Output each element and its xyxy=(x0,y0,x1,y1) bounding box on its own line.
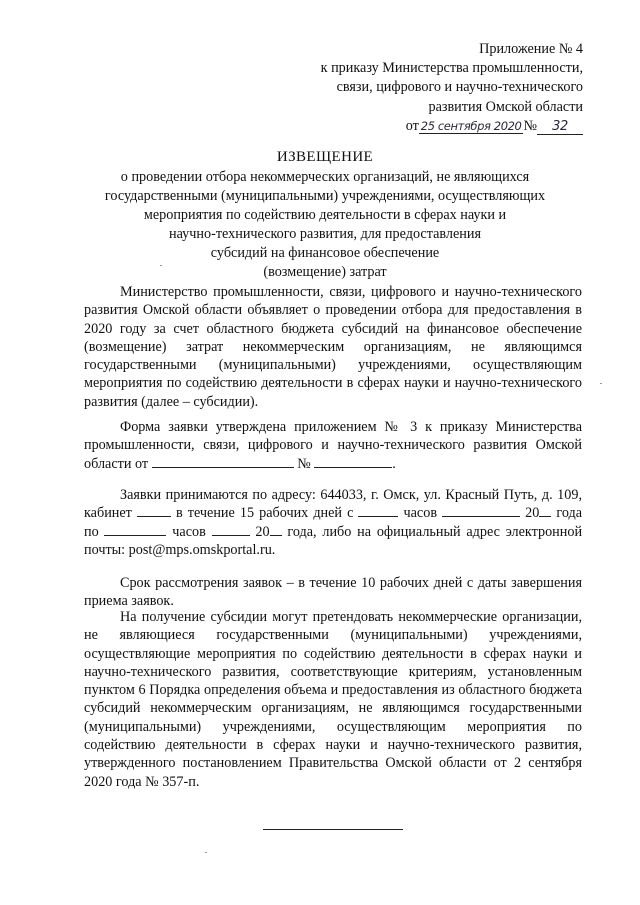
blank-end-hour xyxy=(104,523,166,536)
paragraph-announcement: Министерство промышленности, связи, цифрового и научно-технического развития Омской области объявляет о проведении отбора для предоставления в 2020 году за счет областного бюджета субсидий на финансовое обеспечение (возмещение) затрат некоммерческим организациям, не являющимся государственными (муниципальными) учреждениями, осуществляющим мероприятия по содействию деятельности в сферах науки и научно-технического развития (далее – субсидии). xyxy=(84,284,582,410)
handwritten-date: 25 сентября 2020 xyxy=(420,118,522,133)
form-number-sign: № xyxy=(297,455,311,472)
blank-start-day xyxy=(442,504,520,517)
appendix-line-1: Приложение № 4 xyxy=(479,41,583,57)
blank-office xyxy=(137,504,171,517)
heading-line: о проведении отбора некоммерческих организаций, не являющихся xyxy=(120,169,530,185)
paragraph-review-period: Срок рассмотрения заявок – в течение 10 рабочих дней с даты завершения приема заявок. xyxy=(84,575,582,610)
blank-date xyxy=(152,455,294,468)
submission-email: года, либо на официальный адрес электронной почты: post@mps.omskportal.ru. xyxy=(84,523,583,558)
submission-hours-1: часов xyxy=(403,505,438,522)
submission-year-1: 20 xyxy=(525,505,540,522)
appendix-line-2: к приказу Министерства промышленности, xyxy=(320,60,583,77)
number-prefix: № xyxy=(523,117,537,134)
closing-divider xyxy=(263,829,403,830)
blank-end-year xyxy=(270,523,282,536)
submission-address: Заявки принимаются по адресу: 644033, г. Омск, ул. Красный Путь, д. 109, кабинет xyxy=(84,487,582,522)
form-text: Форма заявки утверждена приложением № 3 к приказу Министерства промышленности, связи, цифрового и научно-технического развития Омской области от xyxy=(84,419,582,472)
scan-speck xyxy=(205,852,207,853)
paragraph-eligibility: На получение субсидии могут претендовать некоммерческие организации, не являющиеся государственными (муниципальными) учреждениями, осуществляющие мероприятия по содействию деятельности в сферах науки и научно-технического развития, соответствующие критериям, установленным пунктом 6 Порядка определения объема и предоставления из областного бюджета субсидий некоммерческим организациям, не являющимся государственными (муниципальными) учреждениями, осуществляющим мероприятия по содействию деятельности в сферах науки и научно-технического развития, утвержденного постановлением Правительства Омской области от 2 сентября 2020 года № 357-п. xyxy=(84,609,582,790)
blank-start-year xyxy=(539,504,551,517)
submission-until: года по xyxy=(84,505,583,540)
handwritten-number: 32 xyxy=(537,120,583,135)
notice-heading xyxy=(60,148,590,282)
form-period: . xyxy=(392,455,396,472)
blank-end-day xyxy=(212,523,250,536)
heading-line: (возмещение) затрат xyxy=(263,264,387,280)
paragraph-submission xyxy=(84,486,582,559)
scan-speck xyxy=(160,265,162,266)
scan-speck xyxy=(600,383,602,384)
submission-period: в течение 15 рабочих дней с xyxy=(176,505,354,522)
heading-line: субсидий на финансовое обеспечение xyxy=(210,245,440,261)
appendix-line-3: связи, цифрового и научно-технического xyxy=(336,79,583,96)
appendix-date-line xyxy=(321,117,583,136)
blank-start-hour xyxy=(358,504,398,517)
submission-year-2: 20 xyxy=(255,523,270,540)
notice-title: ИЗВЕЩЕНИЕ xyxy=(276,149,374,165)
paragraph-application-form xyxy=(84,418,582,473)
submission-hours-2: часов xyxy=(172,523,206,540)
date-prefix: от xyxy=(405,117,419,134)
appendix-block xyxy=(321,40,583,136)
heading-line: мероприятия по содействию деятельности в сферах науки и xyxy=(143,207,507,223)
heading-line: научно-технического развития, для предоставления xyxy=(169,226,481,242)
appendix-line-4: развития Омской области xyxy=(428,98,583,115)
heading-line: государственными (муниципальными) учреждениями, осуществляющих xyxy=(104,188,546,204)
blank-number xyxy=(314,455,392,468)
